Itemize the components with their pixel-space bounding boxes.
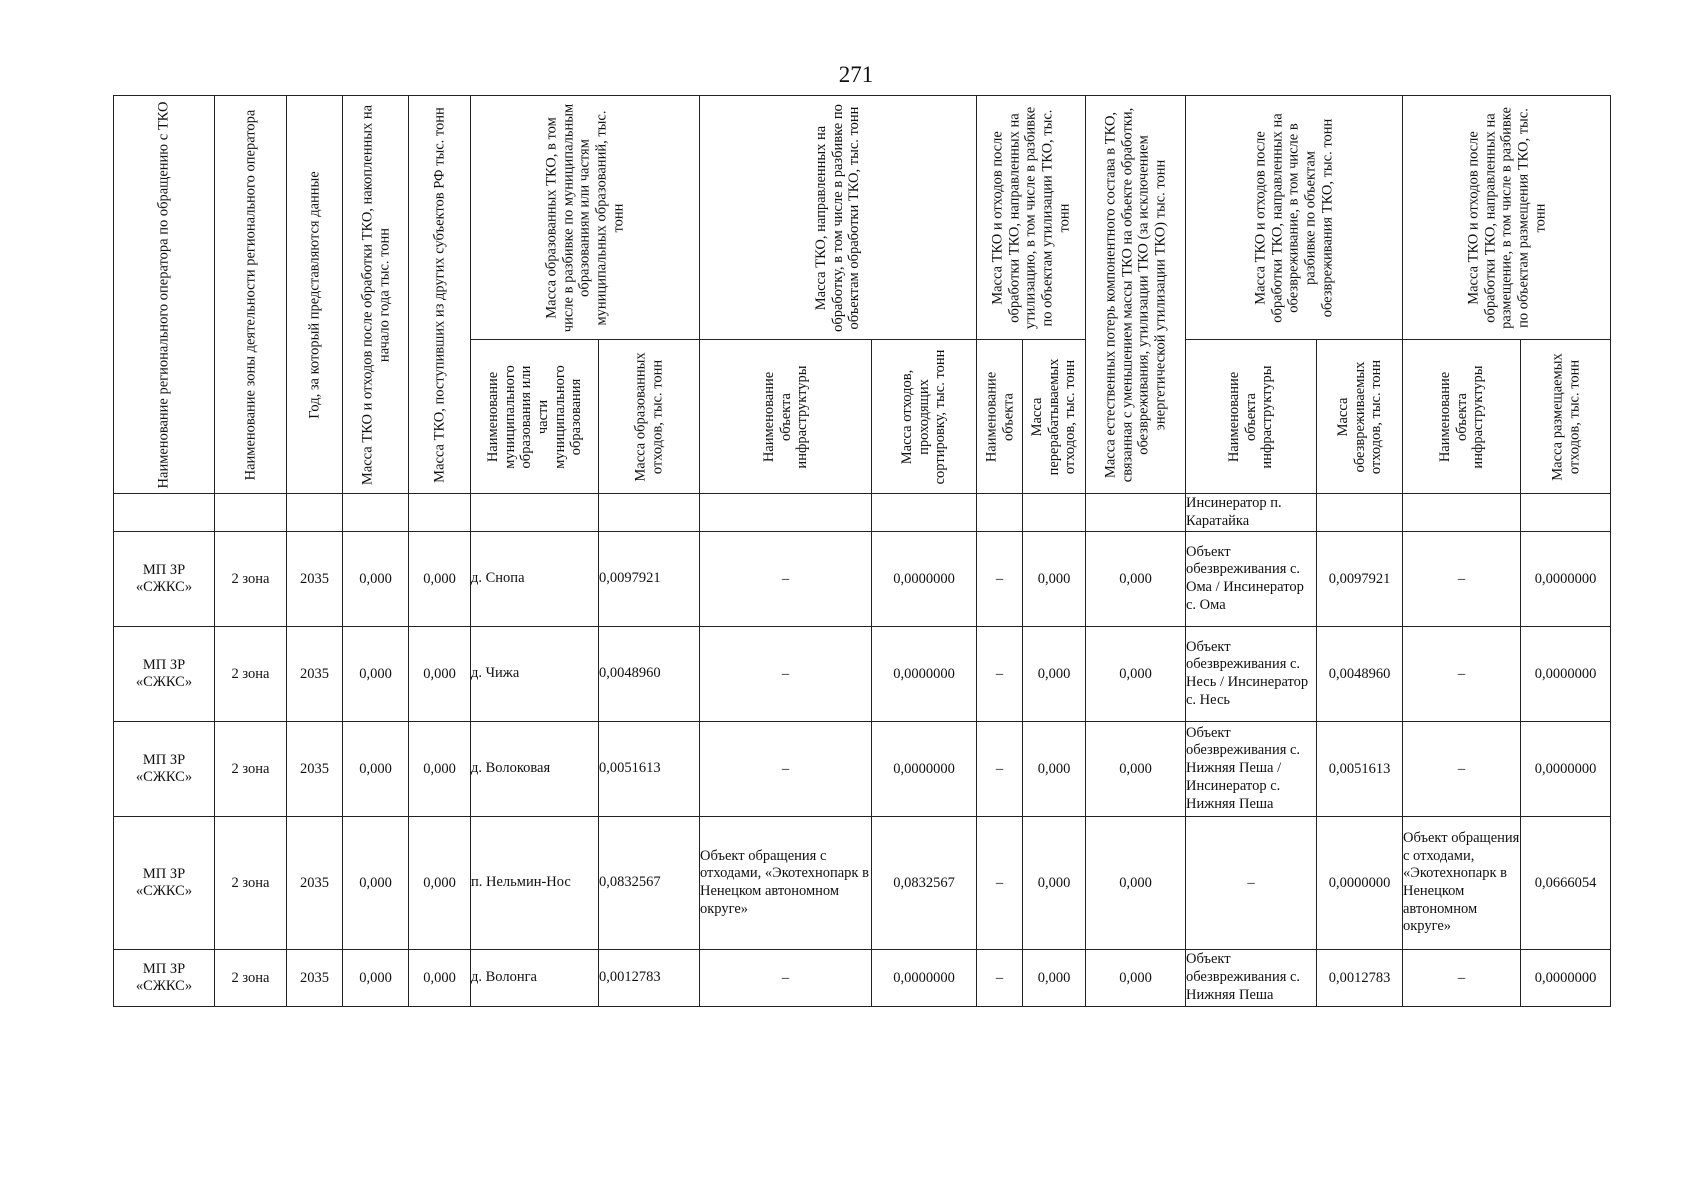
cell-placement-name: – bbox=[1403, 950, 1521, 1007]
cell-losses: 0,000 bbox=[1086, 532, 1186, 627]
cell-operator: МП ЗР «СЖКС» bbox=[114, 532, 215, 627]
table-row bbox=[114, 627, 1611, 722]
cell-processing-name: – bbox=[700, 627, 872, 722]
header-zone: Наименование зоны деятельности регионального оператора bbox=[215, 96, 287, 494]
cell-operator: МП ЗР «СЖКС» bbox=[114, 627, 215, 722]
header-mass-received: Масса ТКО, поступивших из других субъектов РФ тыс. тонн bbox=[409, 96, 471, 494]
header-mass-losses: Масса естественных потерь компонентного состава в ТКО, связанная с уменьшением массы ТКО на объекте обработки, обезвреживания, утилизации ТКО (за исключением энергетической утилизации ТКО) тыс. тонн bbox=[1086, 96, 1186, 494]
cell-zone: 2 зона bbox=[215, 532, 287, 627]
header-utilization-name: Наименование объекта bbox=[977, 340, 1023, 494]
cell-received: 0,000 bbox=[409, 532, 471, 627]
table-body bbox=[114, 494, 1611, 1007]
header-placement-name: Наименование объекта инфраструктуры bbox=[1403, 340, 1521, 494]
cell-placement-value: 0,0000000 bbox=[1521, 532, 1611, 627]
cell-accumulated: 0,000 bbox=[343, 950, 409, 1007]
page-number: 271 bbox=[838, 62, 874, 87]
header-utilization-value: Масса перерабатываемых отходов, тыс. тонн bbox=[1023, 340, 1086, 494]
cell-processing-name: Объект обращения с отходами, «Экотехнопарк в Ненецком автономном округе» bbox=[700, 817, 872, 950]
cell-losses: 0,000 bbox=[1086, 722, 1186, 817]
cell-accumulated: 0,000 bbox=[343, 817, 409, 950]
cell-year: 2035 bbox=[287, 817, 343, 950]
cell-placement-name: – bbox=[1403, 532, 1521, 627]
cell-year: 2035 bbox=[287, 532, 343, 627]
header-placement-value: Масса размещаемых отходов, тыс. тонн bbox=[1521, 340, 1611, 494]
cell-municipality: п. Нельмин-Нос bbox=[471, 817, 599, 950]
cell-utilization-value: 0,000 bbox=[1023, 722, 1086, 817]
header-mass-utilization: Масса ТКО и отходов после обработки ТКО, направленных на утилизацию, в том числе в разбивке по объектам утилизации ТКО, тыс. тонн bbox=[977, 96, 1086, 340]
header-neutralization-value: Масса обезвреживаемых отходов, тыс. тонн bbox=[1317, 340, 1403, 494]
table-header bbox=[114, 96, 1611, 494]
cell-year: 2035 bbox=[287, 722, 343, 817]
cell-neutralization-name: – bbox=[1186, 817, 1317, 950]
cell-accumulated: 0,000 bbox=[343, 532, 409, 627]
cell-placement-value: 0,0666054 bbox=[1521, 817, 1611, 950]
cell-zone: 2 зона bbox=[215, 627, 287, 722]
cell-generated: 0,0051613 bbox=[599, 722, 700, 817]
cell-placement-name: – bbox=[1403, 627, 1521, 722]
header-generated-value: Масса образованных отходов, тыс. тонн bbox=[599, 340, 700, 494]
header-processing-name: Наименование объекта инфраструктуры bbox=[700, 340, 872, 494]
header-operator: Наименование регионального оператора по обращению с ТКО bbox=[114, 96, 215, 494]
cell-neutralization-name: Объект обезвреживания с. Нижняя Пеша / Инсинератор с. Нижняя Пеша bbox=[1186, 722, 1317, 817]
cell-zone: 2 зона bbox=[215, 817, 287, 950]
cell-processing-value: 0,0832567 bbox=[872, 817, 977, 950]
cell-utilization-name: – bbox=[977, 817, 1023, 950]
cell-year: 2035 bbox=[287, 950, 343, 1007]
cell-zone: 2 зона bbox=[215, 722, 287, 817]
cell-processing-value: 0,0000000 bbox=[872, 950, 977, 1007]
cell-losses: 0,000 bbox=[1086, 627, 1186, 722]
table-row-continuation bbox=[114, 494, 1611, 532]
cell-received: 0,000 bbox=[409, 627, 471, 722]
cell-processing-value: 0,0000000 bbox=[872, 722, 977, 817]
cell-municipality: д. Чижа bbox=[471, 627, 599, 722]
cell-utilization-value: 0,000 bbox=[1023, 817, 1086, 950]
cell-neutralization-name: Объект обезвреживания с. Ома / Инсинератор с. Ома bbox=[1186, 532, 1317, 627]
header-processing-value: Масса отходов, проходящих сортировку, тыс. тонн bbox=[872, 340, 977, 494]
cell-operator: МП ЗР «СЖКС» bbox=[114, 950, 215, 1007]
cell-neutralization-name: Объект обезвреживания с. Несь / Инсинератор с. Несь bbox=[1186, 627, 1317, 722]
cell-placement-value: 0,0000000 bbox=[1521, 722, 1611, 817]
cell-processing-name: – bbox=[700, 722, 872, 817]
cell-received: 0,000 bbox=[409, 817, 471, 950]
cell-municipality: д. Волонга bbox=[471, 950, 599, 1007]
cell-placement-name: Объект обращения с отходами, «Экотехнопарк в Ненецком автономном округе» bbox=[1403, 817, 1521, 950]
cell-neutralization-name: Объект обезвреживания с. Нижняя Пеша bbox=[1186, 950, 1317, 1007]
header-mass-generated: Масса образованных ТКО, в том числе в разбивке по муниципальным образованиям или частям муниципальных образований, тыс. тонн bbox=[471, 96, 700, 340]
table-row bbox=[114, 950, 1611, 1007]
cell-generated: 0,0012783 bbox=[599, 950, 700, 1007]
cell-utilization-name: – bbox=[977, 627, 1023, 722]
cell-processing-value: 0,0000000 bbox=[872, 532, 977, 627]
cell-utilization-value: 0,000 bbox=[1023, 627, 1086, 722]
header-mass-placement: Масса ТКО и отходов после обработки ТКО, направленных на размещение, в том числе в разбивке по объектам размещения ТКО, тыс. тонн bbox=[1403, 96, 1611, 340]
cell-processing-name: – bbox=[700, 532, 872, 627]
table-row bbox=[114, 817, 1611, 950]
cell-utilization-name: – bbox=[977, 532, 1023, 627]
cell-utilization-name: – bbox=[977, 950, 1023, 1007]
cell-utilization-value: 0,000 bbox=[1023, 532, 1086, 627]
cell-placement-value: 0,0000000 bbox=[1521, 627, 1611, 722]
header-mass-processing: Масса ТКО, направленных на обработку, в том числе в разбивке по объектам обработки ТКО, тыс. тонн bbox=[700, 96, 977, 340]
cell-received: 0,000 bbox=[409, 722, 471, 817]
table-row bbox=[114, 722, 1611, 817]
cell-operator: МП ЗР «СЖКС» bbox=[114, 817, 215, 950]
cell-neutralization-value: 0,0051613 bbox=[1317, 722, 1403, 817]
cell-municipality: д. Волоковая bbox=[471, 722, 599, 817]
cell-placement-name: – bbox=[1403, 722, 1521, 817]
cell-received: 0,000 bbox=[409, 950, 471, 1007]
cell-neutralization-value: 0,0048960 bbox=[1317, 627, 1403, 722]
cell-zone: 2 зона bbox=[215, 950, 287, 1007]
cell-processing-name: – bbox=[700, 950, 872, 1007]
header-neutralization-name: Наименование объекта инфраструктуры bbox=[1186, 340, 1317, 494]
cell-accumulated: 0,000 bbox=[343, 722, 409, 817]
cell-neutralization-value: 0,0000000 bbox=[1317, 817, 1403, 950]
cell-losses: 0,000 bbox=[1086, 950, 1186, 1007]
header-year: Год, за который представляются данные bbox=[287, 96, 343, 494]
cell-processing-value: 0,0000000 bbox=[872, 627, 977, 722]
waste-registry-table bbox=[113, 95, 1611, 1007]
cell-generated: 0,0097921 bbox=[599, 532, 700, 627]
table-row bbox=[114, 532, 1611, 627]
cell-generated: 0,0832567 bbox=[599, 817, 700, 950]
cell-accumulated: 0,000 bbox=[343, 627, 409, 722]
cell-neutralization-name: Инсинератор п. Каратайка bbox=[1186, 494, 1317, 532]
cell-operator: МП ЗР «СЖКС» bbox=[114, 722, 215, 817]
cell-utilization-name: – bbox=[977, 722, 1023, 817]
cell-utilization-value: 0,000 bbox=[1023, 950, 1086, 1007]
cell-placement-value: 0,0000000 bbox=[1521, 950, 1611, 1007]
header-mass-neutralization: Масса ТКО и отходов после обработки ТКО, направленных на обезвреживание, в том числе в разбивке по объектам обезвреживания ТКО, тыс. тонн bbox=[1186, 96, 1403, 340]
cell-neutralization-value: 0,0097921 bbox=[1317, 532, 1403, 627]
cell-municipality: д. Снопа bbox=[471, 532, 599, 627]
cell-neutralization-value: 0,0012783 bbox=[1317, 950, 1403, 1007]
cell-losses: 0,000 bbox=[1086, 817, 1186, 950]
cell-generated: 0,0048960 bbox=[599, 627, 700, 722]
cell-year: 2035 bbox=[287, 627, 343, 722]
header-municipality-name: Наименование муниципального образования или части муниципального образования bbox=[471, 340, 599, 494]
header-mass-accumulated: Масса ТКО и отходов после обработки ТКО, накопленных на начало года тыс. тонн bbox=[343, 96, 409, 494]
